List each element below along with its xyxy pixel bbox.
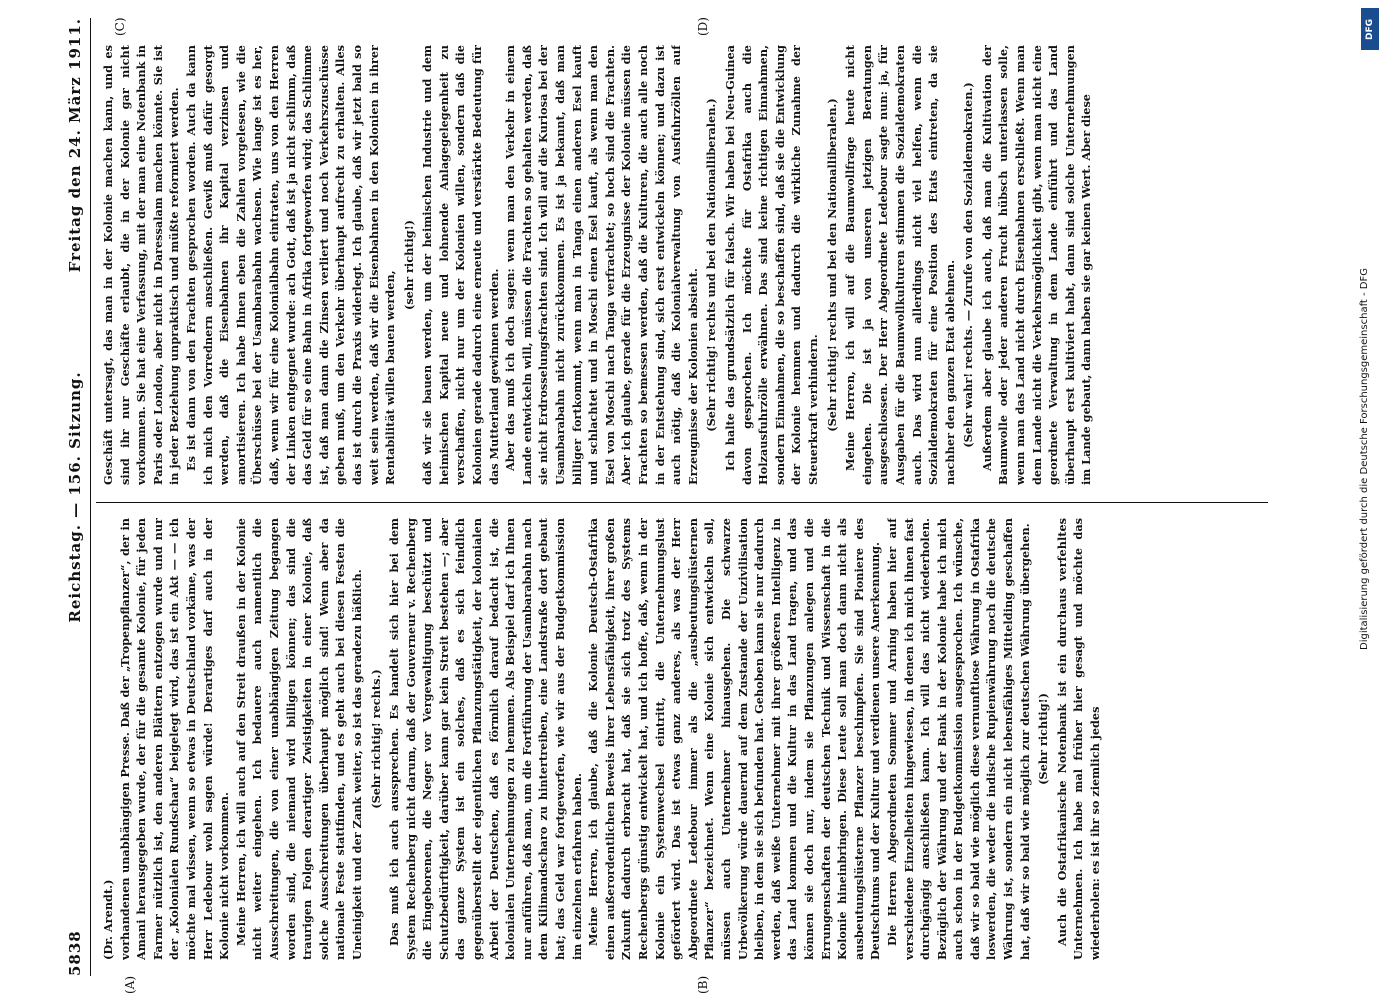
paragraph: Aber das muß ich doch sagen: wenn man den Verkehr in einem Lande entwickeln will, müssen die Frachten so gehalten werden, daß sie nicht Erdrosselungsfrachten sind. Ich will auf die Kuriosa bei der Usambarabahn nicht zurückkommen. Es ist ja bekannt, daß man billiger fortkommt, wenn man in Tanga einen anderen Esel kauft und schlachtet und in Moschi einen Esel kauft, als wenn man den Esel von Moschi nach Tanga verfrachtet; so hoch sind die Frachten. Aber ich glaube, gerade für die Erzeugnisse der Kolonie müssen die Frachten so bemessen werden, daß die Kulturen, die auch alle noch in der Entstehung sind, sich erst entwickeln können; und dazu ist auch nötig, daß die Kolonialverwaltung von Ausfuhrzöllen auf Erzeugnisse der Kolonien absieht. xyxy=(503,45,700,485)
column-divider xyxy=(96,502,1268,503)
paragraph: Geschäft untersagt, das man in der Kolonie machen kann, und es sind ihr nur Geschäfte erlaubt, die in der Kolonie gar nicht vorkommen. Sie hat eine Verfassung, mit der man eine Notenbank in Paris oder London, aber nicht in Daressalam machen könnte. Sie ist in jeder Beziehung unpraktisch und müßte reformiert werden. xyxy=(101,45,182,485)
session-title: Reichstag. — 156. Sitzung. xyxy=(66,371,84,623)
margin-marker-c: (C) xyxy=(113,17,127,36)
paragraph: Auch die Ostafrikanische Notenbank ist ein durchaus verfehltes Unternehmen. Ich habe mal früher hier gesagt und möchte das wiederholen: es ist ihr so ziemlich jedes xyxy=(1054,518,1103,960)
paragraph: daß wir sie bauen werden, um der heimischen Industrie und dem heimischen Kapital neue und lohnende Anlagegelegenheit zu verschaffen, nicht nur um der Kolonien willen, sondern daß die Kolonien gerade dadurch eine erneute und verstärkte Bedeutung für das Mutterland gewinnen werden. xyxy=(420,45,501,485)
paragraph: (Sehr richtig! rechts und bei den Nationalliberalen.) xyxy=(704,98,719,432)
paragraph: (Sehr wahr! rechts. — Zurufe von den Sozialdemokraten.) xyxy=(961,82,976,448)
rotated-page xyxy=(8,0,1308,1000)
page-number: 5838 xyxy=(66,930,84,976)
paragraph: Es ist dann von den Frachten gesprochen worden. Auch da kann ich mich den Vorrednern anschließen. Gewiß muß dafür gesorgt werden, daß die Eisenbahnen ihr Kapital verzinsen und amortisieren. Ich habe Ihnen eben die Zahlen vorgelesen, wie die Überschüsse bei der Usambarabahn wachsen. Wie lange ist es her, daß, wenn wir für eine Kolonialbahn eintraten, uns von den Herren der Linken entgegnet wurde: ach Gott, daß ist ja nicht schlimm, daß das Geld für so eine Bahn in Afrika fortgeworfen wird; das Schlimme ist, daß man dann die Zinsen verliert und noch Verkehrszuschüsse geben muß, um den Verkehr überhaupt aufrecht zu erhalten. Alles das ist durch die Praxis widerlegt. Ich glaube, daß wir jetzt bald so weit sein werden, daß wir die Eisenbahnen in den Kolonien in ihrer Rentabilität willen bauen werden, xyxy=(183,45,398,485)
paragraph: vorhandenen unabhängigen Presse. Daß der „Tropenpflanzer“, der in Amani herausgegeben wurde, der für die gesamte Kolonie, für jeden Farmer nützlich ist, den anderen Blättern entzogen wurde und nur der „Kolonialen Rundschau“ beigelegt wird, das ist ein Akt — — ich möchte mal wissen, wenn so etwas in Deutschland vorkäme, was der Herr Ledebour wohl sagen würde! Derartiges darf auch in der Kolonie nicht vorkommen. xyxy=(117,518,232,960)
paragraph: Meine Herren, ich will auf die Baumwollfrage heute nicht eingehen. Die ist ja von unseren jetzigen Beratungen ausgeschlossen. Der Herr Abgeordnete Ledebour sagte nun: ja, für Ausgaben für die Baumwollkulturen stimmen die Sozialdemokraten auch. Das wird nun allerdings nicht viel helfen, wenn die Sozialdemokraten für eine Position des Etats eintreten, da sie nachher den ganzen Etat ablehnen. xyxy=(843,45,957,485)
session-date: Freitag den 24. März 1911. xyxy=(66,18,84,273)
paragraph: Meine Herren, ich glaube, daß die Kolonie Deutsch-Ostafrika einen außerordentlichen Beweis ihrer Lebensfähigkeit, ihrer großen Zukunft dadurch erbracht hat, daß sie sich trotz des Systems Rechenbergs günstig entwickelt hat, und ich hoffe, daß, wenn in der Kolonie ein Systemwechsel eintritt, die Unternehmungslust gefördert wird. Das ist etwas ganz anderes, als was der Herr Abgeordnete Ledebour immer als die „ausbeutungslüsternen Pflanzer“ bezeichnet. Wenn eine Kolonie sich entwickeln soll, müssen auch Unternehmer hinausgehen. Die schwarze Urbevölkerung würde dauernd auf dem Zustande der Unzivilisation bleiben, in dem sie sich befunden hat. Gehoben kann sie nur dadurch werden, daß weiße Unternehmer mit ihrer größeren Intelligenz in das Land kommen und die Kultur in das Land tragen, und das können sie doch nur, indem sie Pflanzungen anlegen und die Errungenschaften der deutschen Technik und Wissenschaft in die Kolonie hineinbringen. Diese Leute soll man doch dann nicht als ausbeutungslüsterne Pflanzer beschimpfen. Sie sind Pioniere des Deutschtums und der Kultur und verdienen unsere Anerkennung. xyxy=(586,518,883,960)
page-header xyxy=(66,18,88,976)
dfg-logo: DFG xyxy=(1361,8,1379,50)
header-rule xyxy=(90,18,91,976)
paragraph: Ich halte das grundsätzlich für falsch. Wir haben bei Neu-Guinea davon gesprochen. Ich möchte für Ostafrika auch die Holzausfuhrzölle erwähnen. Das sind keine richtigen Einnahmen, sondern Einnahmen, die so beschaffen sind, daß sie die Entwicklung der Kolonie hemmen und dadurch die wirkliche Zunahme der Steuerkraft verhindern. xyxy=(722,45,820,485)
paragraph: (Sehr richtig! rechts.) xyxy=(368,669,383,809)
paragraph: (Sehr richtig! rechts und bei den Nationalliberalen.) xyxy=(824,98,839,432)
left-column xyxy=(100,518,1268,960)
paragraph: Außerdem aber glaube ich auch, daß man die Kultivation der Baumwolle oder jeder anderen Frucht hübsch unterlassen solle, wenn man das Land nicht durch Eisenbahnen erschließt. Wenn man dem Lande nicht die Verkehrsmöglichkeit gibt, wenn man nicht eine geordnete Verwaltung in dem Lande einführt und das Land überhaupt erst kultiviert habt, dann sind solche Unternehmungen im Lande gebaut, dann haben sie gar keinen Wert. Aber diese xyxy=(979,45,1094,485)
paragraph: Das muß ich auch aussprechen. Es handelt sich hier bei dem System Rechenberg nicht darum, daß der Gouverneur v. Rechenberg die Eingeborenen, die Neger vor Vergewaltigung beschützt und Schutzbedürftigkeit, darüber kann gar kein Streit bestehen —; aber das ganze System ist ein solches, daß es sich feindlich gegenüberstellt der eigentlichen Pflanzungstätigkeit, der kolonialen Arbeit der Deutschen, daß es förmlich darauf bedacht ist, die kolonialen Unternehmungen zu hemmen. Als Beispiel darf ich Ihnen nur anführen, daß man, um die Fortführung der Usambarabahn nach dem Kilimandscharo zu hintertreiben, eine Landstraße dort gebaut hat; das Geld war fortgeworfen, wie wir aus der Budgetkommission im einzelnen erfahren haben. xyxy=(387,518,584,960)
margin-marker-d: (D) xyxy=(696,17,710,36)
paragraph: Die Herren Abgeordneten Sommer und Arning haben hier auf verschiedene Einzelheiten hingewiesen, in denen ich mich ihnen fast durchgängig anschließen kann. Ich will das nicht wiederholen. Bezüglich der Währung und der Bank in der Kolonie habe ich mich auch schon in der Budgetkommission ausgesprochen. Ich wünsche, daß wir so bald wie möglich diese vernunftlose Währung in Ostafrika loswerden, die weder die indische Rupienwährung noch die deutsche Währung ist, sondern ein nicht lebensfähiges Mittelding geschaffen hat, daß wir so bald wie möglich zur deutschen Währung übergehen. xyxy=(884,518,1032,960)
paragraph: (sehr richtig!) xyxy=(401,219,416,311)
paragraph: (Sehr richtig!) xyxy=(1036,693,1051,785)
margin-marker-a: (A) xyxy=(123,975,137,994)
paragraph: (Dr. Arendt.) xyxy=(101,879,115,960)
margin-marker-b: (B) xyxy=(696,975,710,994)
right-column xyxy=(100,45,1268,485)
paragraph: Meine Herren, ich will auch auf den Streit draußen in der Kolonie nicht weiter eingehen. Ich bedauere auch namentlich die Ausschreitungen, die von einer unabhängigen Zeitung begangen worden sind, die niemand wird billigen können; das sind die traurigen Folgen derartiger Zwistigkeiten in einer Kolonie, daß solche Ausschreitungen überhaupt möglich sind! Wenn aber da nationale Feste stattfinden, und es geht auch bei diesen Festen die Uneinigkeit und der Zank weiter, so ist das geradezu häßlich. xyxy=(233,518,364,960)
digitization-credit: Digitalisierung gefördert durch die Deutsche Forschungsgemeinschaft - DFG xyxy=(1359,267,1370,650)
